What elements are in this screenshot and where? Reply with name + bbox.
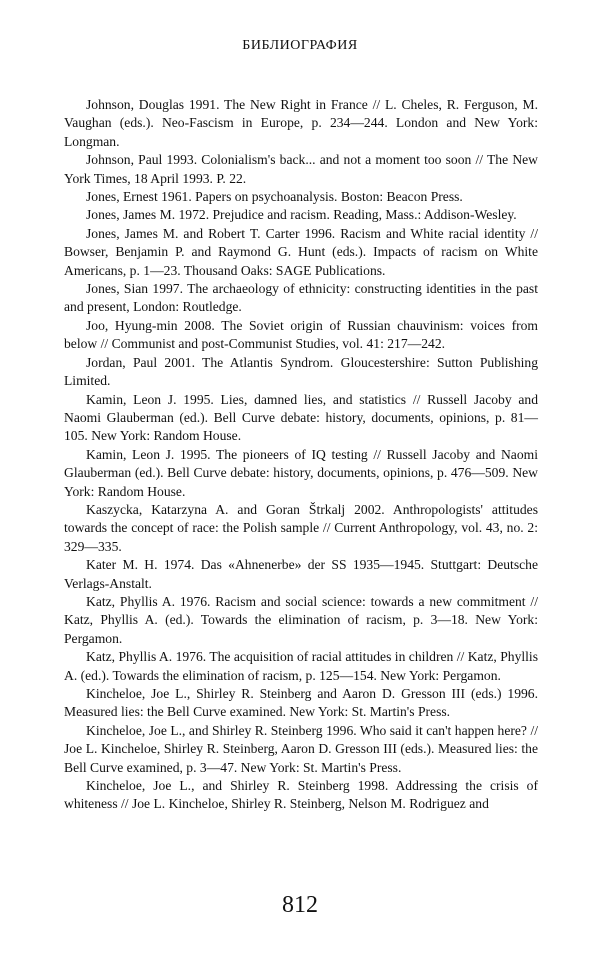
bibliography-entry: Kamin, Leon J. 1995. The pioneers of IQ testing // Russell Jacoby and Naomi Glauberman (ed.). Bell Curve debate: history, documents, opinions, p. 476—509. New York: Random House. bbox=[64, 446, 538, 499]
bibliography-entry: Kaszycka, Katarzyna A. and Goran Štrkalj 2002. Anthropologists' attitudes towards the concept of race: the Polish sample // Current Anthropology, vol. 43, no. 2: 329—335. bbox=[64, 501, 538, 554]
bibliography-entry: Kincheloe, Joe L., Shirley R. Steinberg and Aaron D. Gresson III (eds.) 1996. Measured lies: the Bell Curve examined. New York: St. Martin's Press. bbox=[64, 686, 538, 720]
bibliography-entry: Johnson, Paul 1993. Colonialism's back... and not a moment too soon // The New York Times, 18 April 1993. P. 22. bbox=[64, 152, 538, 186]
bibliography-entry: Kincheloe, Joe L., and Shirley R. Steinberg 1996. Who said it can't happen here? // Joe L. Kincheloe, Shirley R. Steinberg, Aaron D. Gresson III (eds.). Measured lies: the Bell Curve examined, p. 3—47. New York: St. Martin's Press. bbox=[64, 722, 538, 775]
bibliography-entry: Jones, Sian 1997. The archaeology of ethnicity: constructing identities in the past and present, London: Routledge. bbox=[64, 281, 538, 315]
bibliography-entry: Katz, Phyllis A. 1976. Racism and social science: towards a new commitment // Katz, Phyllis A. (ed.). Towards the elimination of racism, p. 3—18. New York: Pergamon. bbox=[64, 593, 538, 646]
bibliography-entry: Jordan, Paul 2001. The Atlantis Syndrom. Gloucestershire: Sutton Publishing Limited. bbox=[64, 354, 538, 389]
bibliography-entry: Johnson, Douglas 1991. The New Right in France // L. Cheles, R. Ferguson, M. Vaughan (eds.). Neo-Fascism in Europe, p. 234—244. London and New York: Longman. bbox=[64, 97, 538, 149]
bibliography-entry: Jones, James M. 1972. Prejudice and racism. Reading, Mass.: Addison-Wesley. bbox=[86, 207, 517, 223]
bibliography-entry: Jones, James M. and Robert T. Carter 1996. Racism and White racial identity // Bowser, Benjamin P. and Raymond G. Hunt (eds.). Impacts of racism on White Americans, p. 1—23. Thousand Oaks: SAGE Publications. bbox=[64, 225, 538, 278]
bibliography-entry: Kincheloe, Joe L., and Shirley R. Steinberg 1998. Addressing the crisis of whiteness // Joe L. Kincheloe, Shirley R. Steinberg, Nelson M. Rodriguez and bbox=[64, 778, 538, 812]
bibliography-list bbox=[64, 96, 538, 814]
bibliography-entry: Jones, Ernest 1961. Papers on psychoanalysis. Boston: Beacon Press. bbox=[86, 189, 463, 205]
bibliography-entry: Kater M. H. 1974. Das «Ahnenerbe» der SS 1935—1945. Stuttgart: Deutsche Verlags-Anstalt. bbox=[64, 557, 538, 591]
bibliography-entry: Kamin, Leon J. 1995. Lies, damned lies, and statistics // Russell Jacoby and Naomi Glauberman (ed.). Bell Curve debate: history, documents, opinions, p. 81—105. New York: Random House. bbox=[64, 391, 538, 444]
running-head: БИБЛИОГРАФИЯ bbox=[242, 38, 358, 53]
bibliography-entry: Katz, Phyllis A. 1976. The acquisition of racial attitudes in children // Katz, Phyllis A. (ed.). Towards the elimination of racism, p. 125—154. New York: Pergamon. bbox=[64, 649, 538, 683]
bibliography-entry: Joo, Hyung-min 2008. The Soviet origin of Russian chauvinism: voices from below // Communist and post-Communist Studies, vol. 41: 217—242. bbox=[64, 317, 538, 352]
page-number: 812 bbox=[282, 892, 318, 918]
